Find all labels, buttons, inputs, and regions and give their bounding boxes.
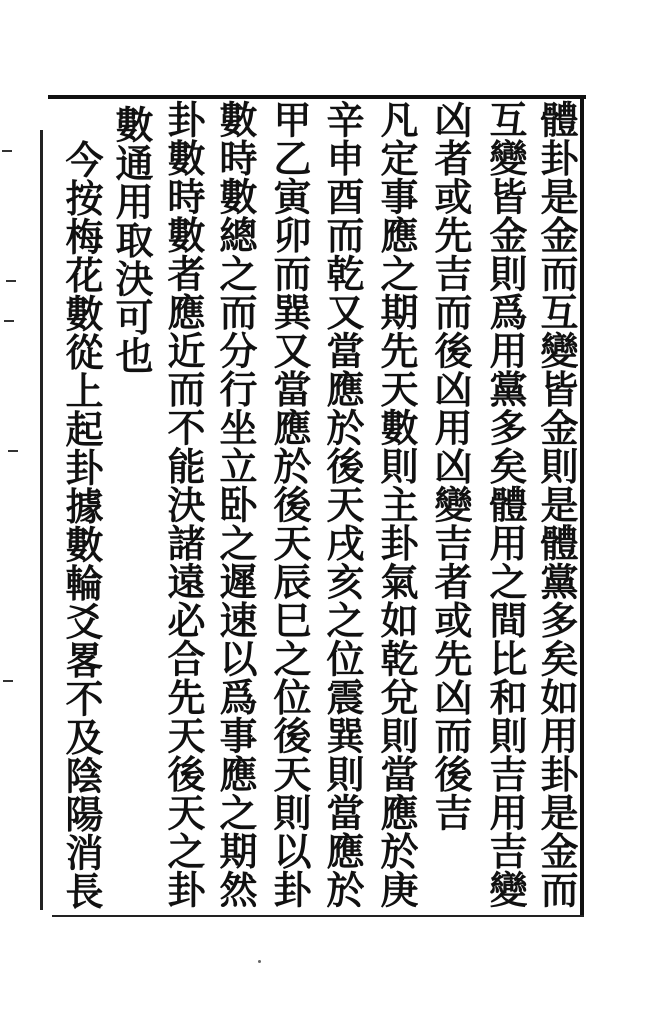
gutter-rule — [40, 130, 43, 910]
text-column-5: 辛申酉而乾又當應於後天戌亥之位震巽則當應於 — [320, 100, 365, 909]
frame-right-border — [580, 95, 584, 917]
paper-speck — [258, 960, 261, 963]
gutter-mark — [8, 450, 18, 452]
text-column-8: 卦數時數者應近而不能決諸遠必合先天後天之卦 — [161, 100, 206, 909]
gutter-mark — [3, 680, 13, 682]
text-column-9: 數通用取決可也 — [109, 105, 154, 375]
text-column-2: 互變皆金則爲用黨多矣體用之間比和則吉用吉變 — [483, 100, 528, 909]
text-column-10: 今按梅花數從上起卦據數輪爻畧不及陰陽消長 — [59, 140, 104, 910]
text-column-4: 凡定事應之期先天數則主卦氣如乾兌則當應於庚 — [374, 100, 419, 909]
text-column-1: 體卦是金而互變皆金則是體黨多矣如用卦是金而 — [534, 100, 579, 909]
gutter-mark — [4, 320, 14, 322]
text-column-7: 數時數總之而分行坐立卧之遲速以爲事應之期然 — [213, 100, 258, 909]
text-column-6: 甲乙寅卯而巽又當應於後天辰巳之位後天則以卦 — [267, 100, 312, 909]
frame-bottom-border — [52, 915, 584, 917]
text-column-3: 凶者或先吉而後凶用凶變吉者或先凶而後吉 — [428, 100, 473, 832]
gutter-mark — [6, 280, 16, 282]
frame-top-border — [48, 95, 586, 99]
gutter-mark — [2, 150, 12, 152]
